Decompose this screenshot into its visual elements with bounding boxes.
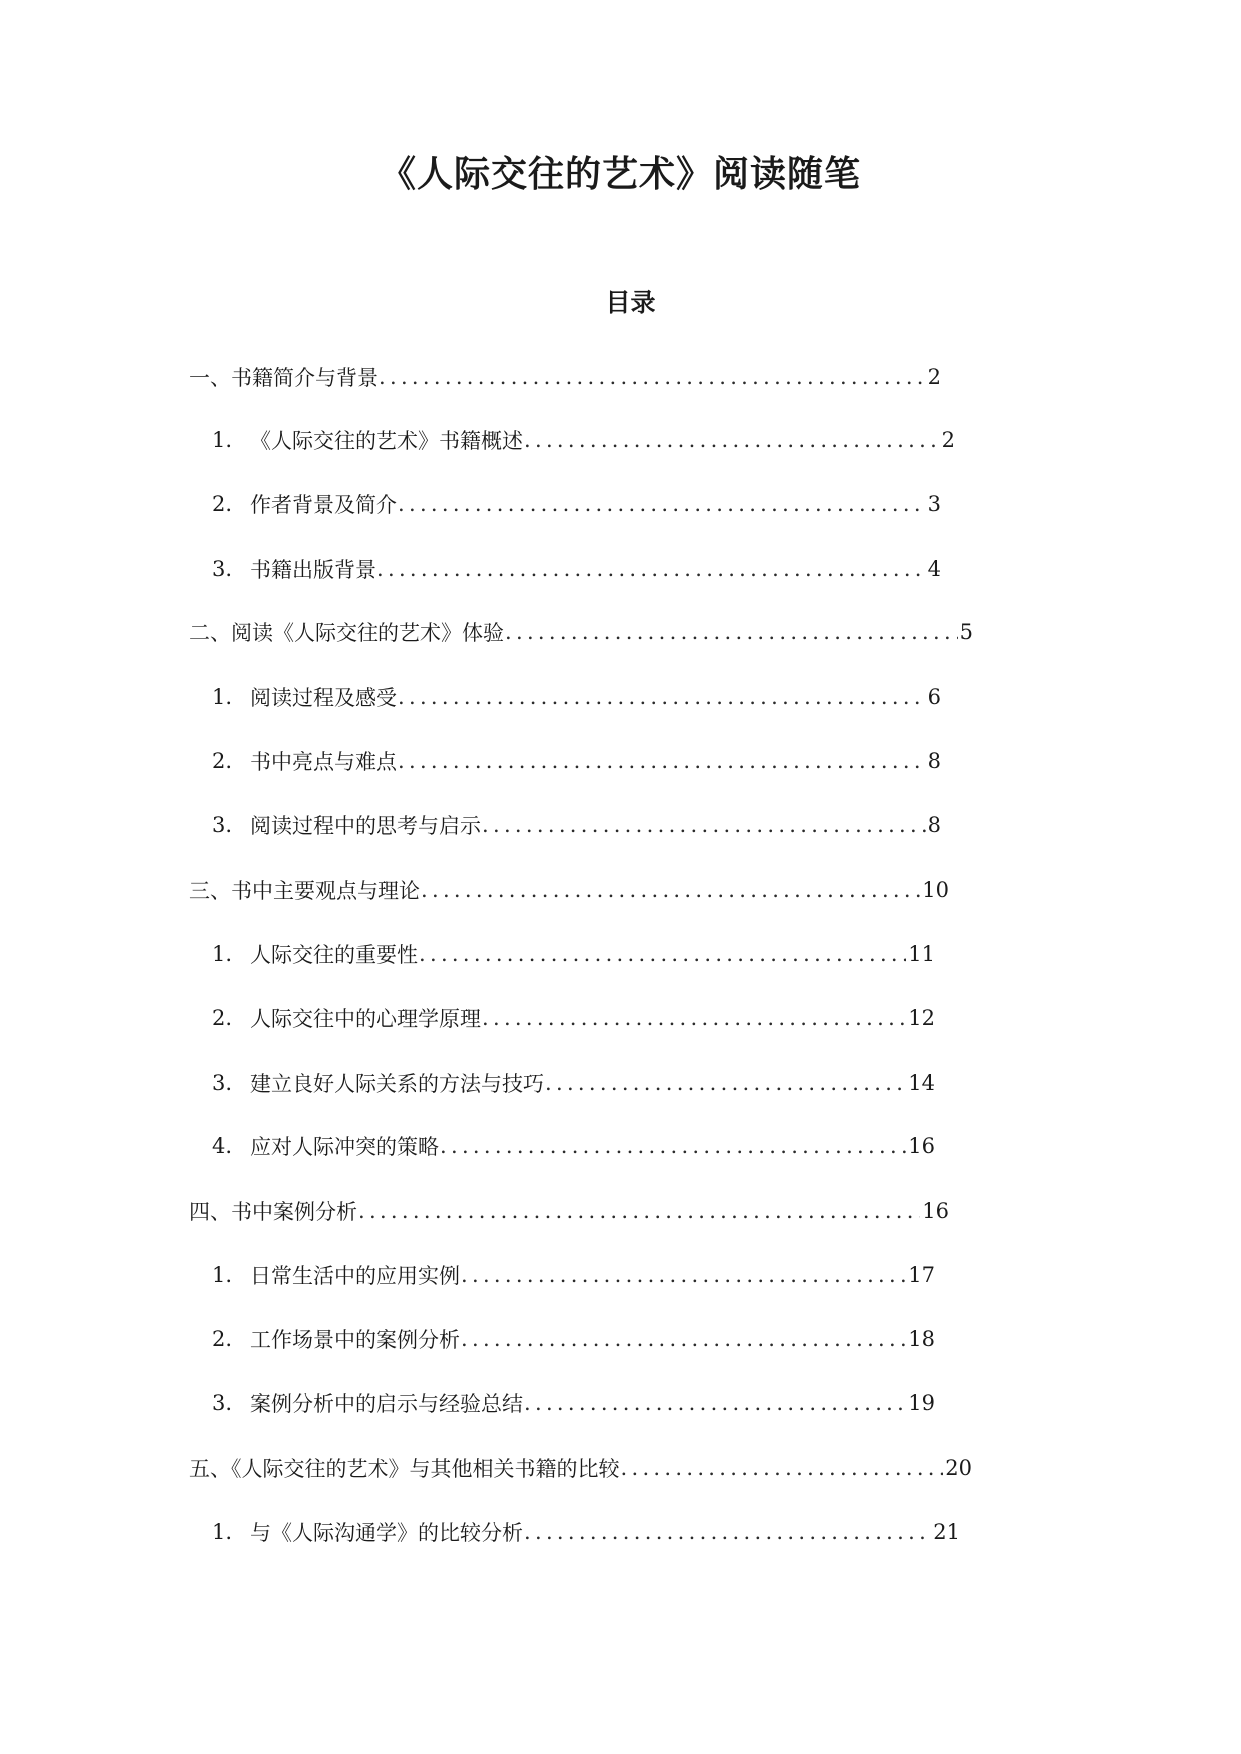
toc-entry-subsection[interactable] (212, 681, 941, 713)
toc-entry-subsection[interactable] (212, 1387, 935, 1419)
toc-dot-leader (523, 1391, 906, 1415)
toc-page-number: 6 (927, 685, 941, 709)
toc-page-number: 3 (927, 492, 941, 516)
toc-dot-leader (376, 557, 926, 581)
toc-dot-leader (523, 1520, 931, 1544)
toc-entry-text: 与《人际沟通学》的比较分析 (250, 1521, 523, 1545)
toc-entry-subsection[interactable] (212, 1002, 935, 1034)
toc-page-number: 21 (933, 1520, 960, 1544)
toc-entry-text: 一、书籍简介与背景 (189, 366, 378, 390)
toc-entry-number: 1. (212, 942, 233, 966)
toc-entry-number: 3. (212, 1391, 233, 1415)
toc-dot-leader (481, 1006, 906, 1030)
toc-entry-number: 1. (212, 1520, 233, 1544)
toc-entry-text: 书中亮点与难点 (250, 750, 397, 774)
toc-dot-leader (418, 942, 906, 966)
toc-dot-leader (397, 492, 926, 516)
toc-entry-section-3[interactable] (189, 874, 949, 906)
toc-entry-number: 3. (212, 813, 233, 837)
toc-entry-section-1[interactable] (189, 361, 941, 393)
toc-entry-number: 1. (212, 1263, 233, 1287)
toc-entry-subsection[interactable] (212, 1130, 935, 1162)
toc-dot-leader (357, 1199, 920, 1223)
toc-entry-text: 日常生活中的应用实例 (250, 1264, 460, 1288)
toc-entry-text: 人际交往中的心理学原理 (250, 1007, 481, 1031)
toc-entry-number: 1. (212, 428, 233, 452)
toc-entry-text: 人际交往的重要性 (250, 943, 418, 967)
toc-entry-number: 2. (212, 749, 233, 773)
toc-entry-text: 阅读过程中的思考与启示 (250, 814, 481, 838)
toc-entry-number: 3. (212, 1071, 233, 1095)
toc-entry-text: 作者背景及简介 (250, 493, 397, 517)
toc-entry-subsection[interactable] (212, 1259, 935, 1291)
toc-page-number: 2 (941, 428, 955, 452)
toc-entry-subsection[interactable] (212, 1516, 960, 1548)
toc-entry-number: 2. (212, 1006, 233, 1030)
toc-page-number: 16 (908, 1134, 935, 1158)
toc-page-number: 12 (908, 1006, 935, 1030)
toc-page-number: 5 (959, 620, 973, 644)
toc-entry-text: 二、阅读《人际交往的艺术》体验 (189, 621, 504, 645)
toc-dot-leader (420, 878, 920, 902)
toc-entry-number: 4. (212, 1134, 233, 1158)
toc-entry-text: 工作场景中的案例分析 (250, 1328, 460, 1352)
toc-dot-leader (481, 813, 926, 837)
toc-dot-leader (504, 620, 958, 644)
toc-entry-subsection[interactable] (212, 745, 941, 777)
toc-entry-number: 2. (212, 492, 233, 516)
toc-dot-leader (460, 1327, 906, 1351)
toc-entry-text: 案例分析中的启示与经验总结 (250, 1392, 523, 1416)
toc-dot-leader (397, 685, 926, 709)
toc-dot-leader (378, 365, 926, 389)
toc-entry-text: 应对人际冲突的策略 (250, 1135, 439, 1159)
toc-entry-number: 2. (212, 1327, 233, 1351)
toc-entry-subsection[interactable] (212, 488, 941, 520)
toc-dot-leader (523, 428, 940, 452)
toc-entry-text: 三、书中主要观点与理论 (189, 879, 420, 903)
toc-page-number: 14 (908, 1071, 935, 1095)
toc-entry-subsection[interactable] (212, 553, 941, 585)
toc-page-number: 4 (927, 557, 941, 581)
document-title: 《人际交往的艺术》阅读随笔 (379, 154, 861, 195)
toc-dot-leader (439, 1134, 906, 1158)
toc-dot-leader (397, 749, 926, 773)
toc-entry-subsection[interactable] (212, 938, 935, 970)
toc-entry-text: 《人际交往的艺术》书籍概述 (250, 429, 523, 453)
toc-page-number: 19 (908, 1391, 935, 1415)
toc-entry-number: 3. (212, 557, 233, 581)
toc-entry-subsection[interactable] (212, 809, 941, 841)
toc-entry-section-4[interactable] (189, 1195, 949, 1227)
toc-entry-subsection[interactable] (212, 1323, 935, 1355)
toc-dot-leader (544, 1071, 906, 1095)
toc-page-number: 20 (945, 1456, 972, 1480)
toc-page-number: 16 (922, 1199, 949, 1223)
toc-entry-number: 1. (212, 685, 233, 709)
toc-page-number: 11 (908, 942, 935, 966)
toc-dot-leader (460, 1263, 906, 1287)
toc-page-number: 8 (927, 813, 941, 837)
toc-page-number: 10 (922, 878, 949, 902)
toc-heading: 目录 (605, 288, 656, 317)
toc-entry-section-2[interactable] (189, 616, 973, 648)
toc-page-number: 18 (908, 1327, 935, 1351)
toc-entry-section-5[interactable] (189, 1452, 972, 1484)
toc-page-number: 8 (927, 749, 941, 773)
toc-entry-text: 五、《人际交往的艺术》与其他相关书籍的比较 (189, 1457, 620, 1481)
toc-entry-text: 四、书中案例分析 (189, 1200, 357, 1224)
toc-dot-leader (620, 1456, 944, 1480)
toc-page-number: 2 (927, 365, 941, 389)
toc-page-number: 17 (908, 1263, 935, 1287)
toc-entry-text: 建立良好人际关系的方法与技巧 (250, 1072, 544, 1096)
toc-entry-text: 阅读过程及感受 (250, 686, 397, 710)
toc-entry-subsection[interactable] (212, 1067, 935, 1099)
toc-entry-subsection[interactable] (212, 424, 955, 456)
toc-entry-text: 书籍出版背景 (250, 558, 376, 582)
